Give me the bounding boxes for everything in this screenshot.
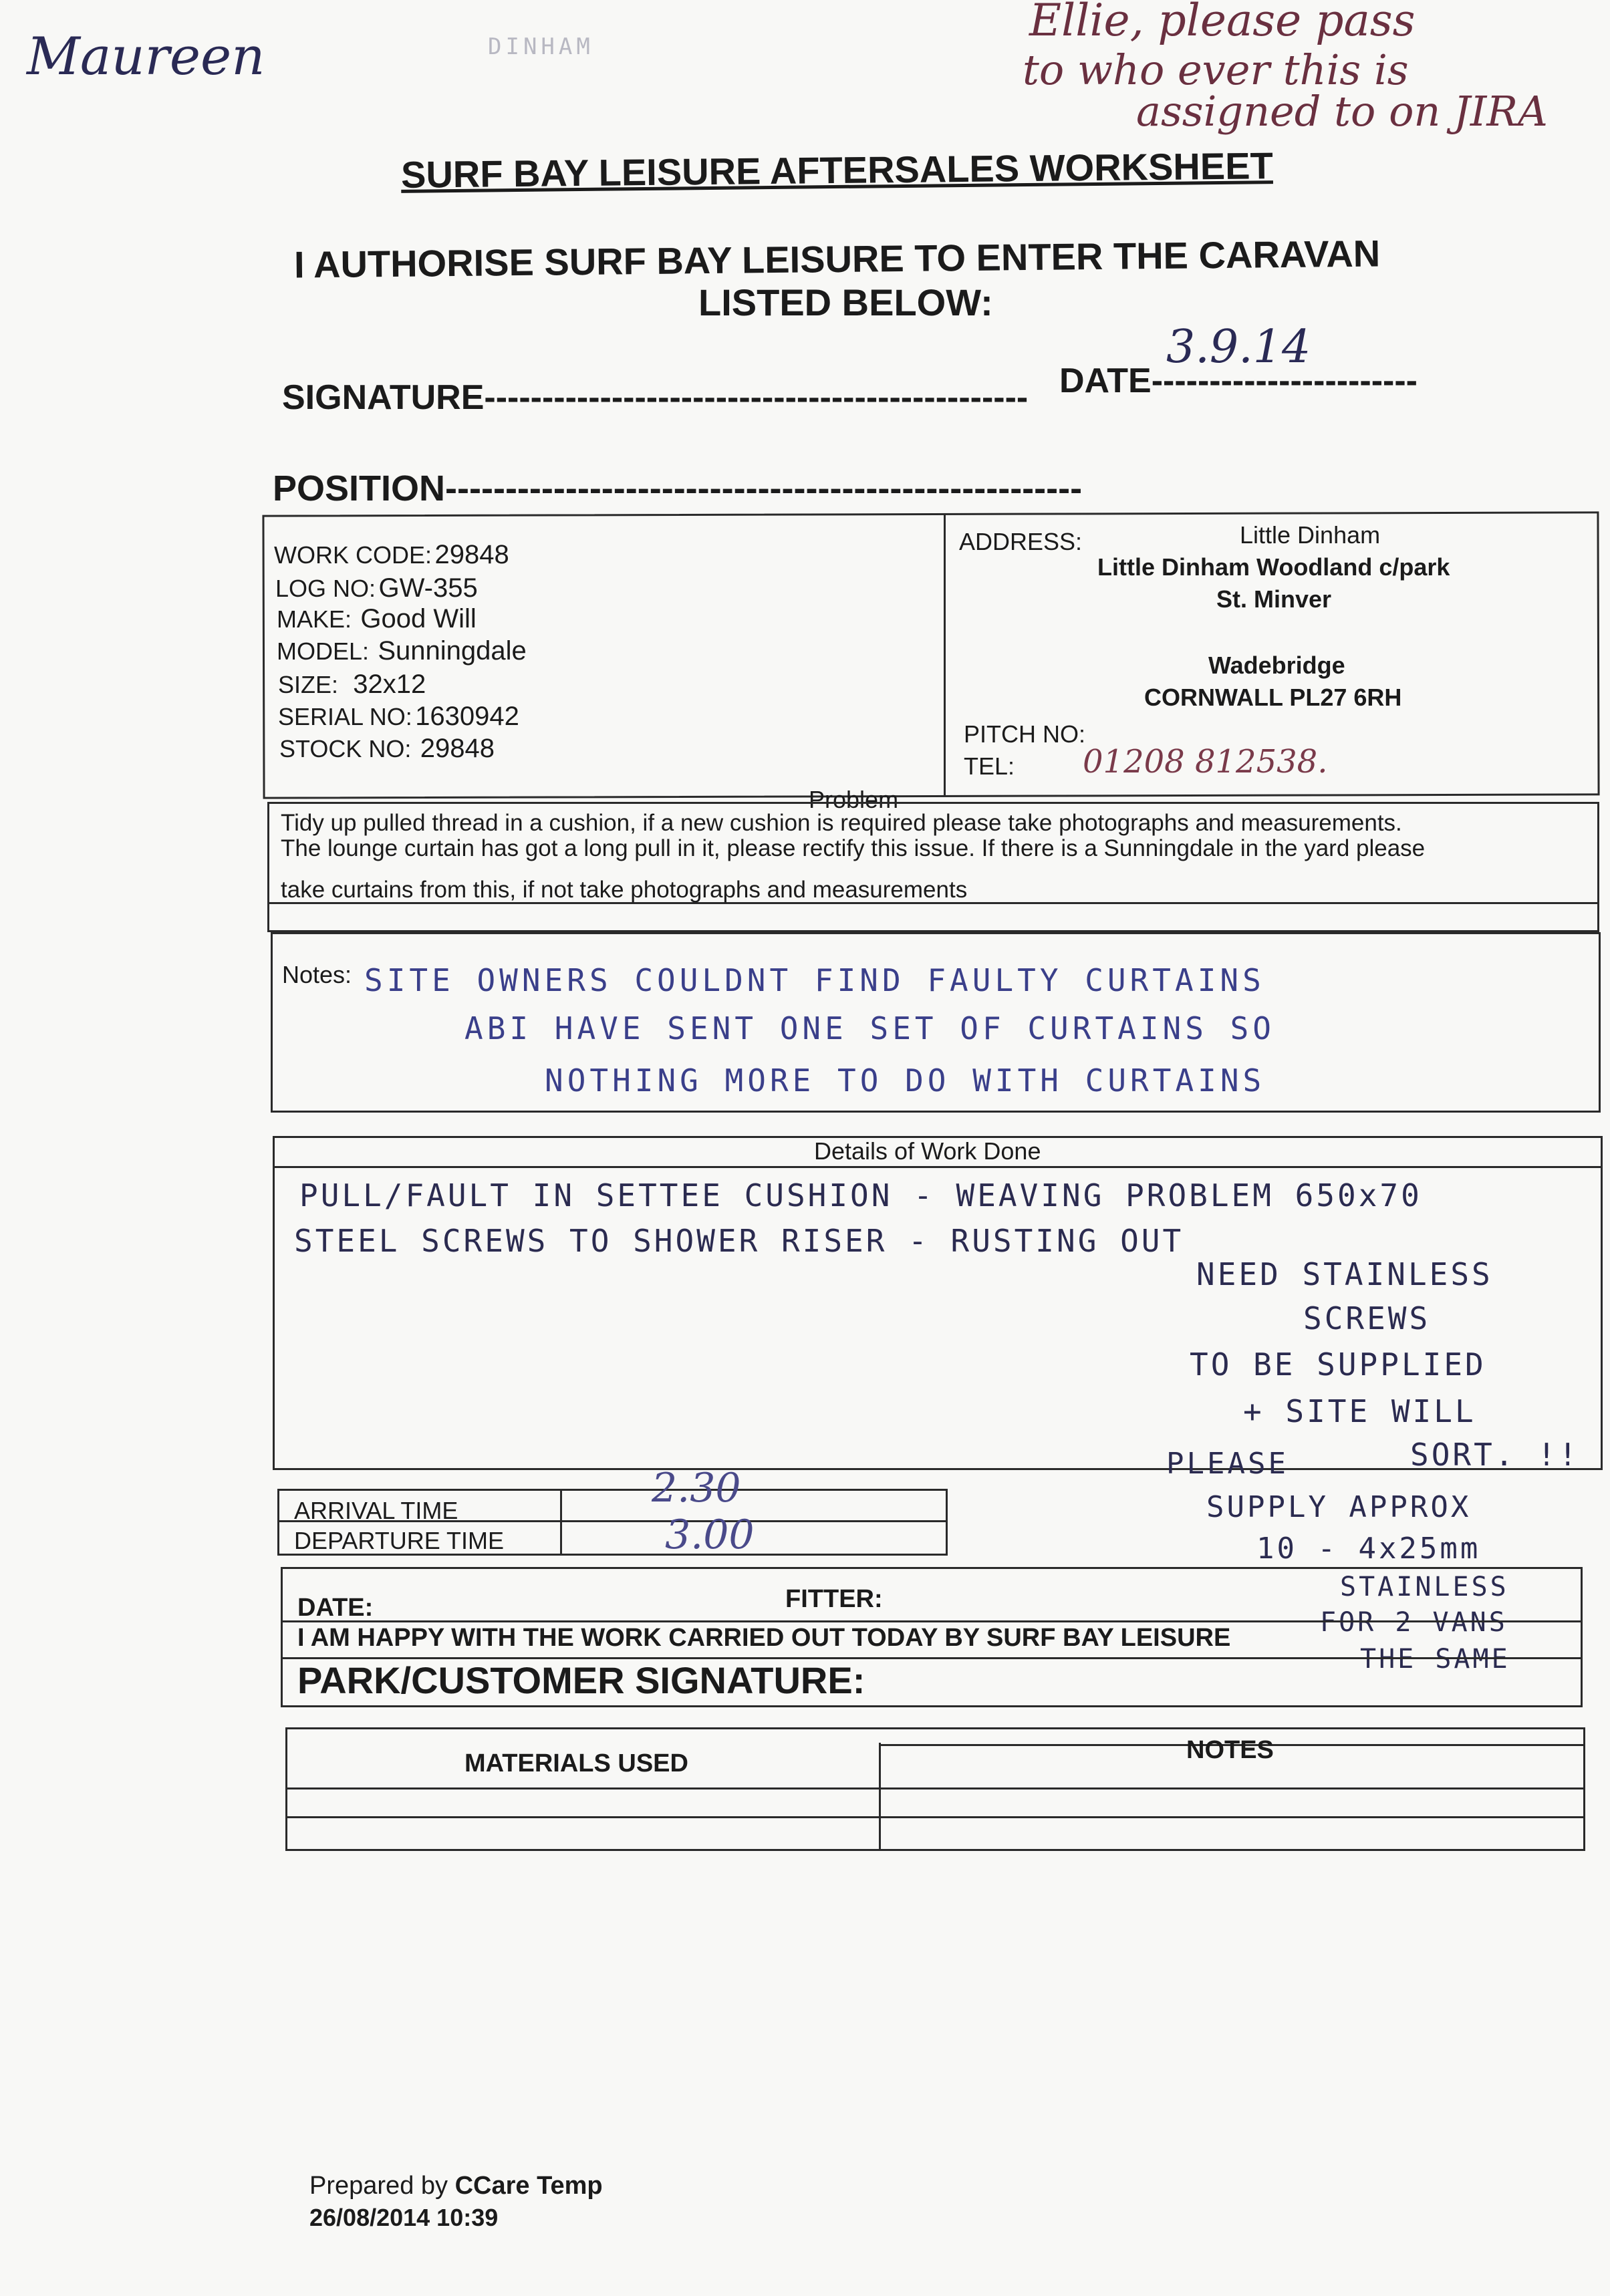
work-done-heading-divider (274, 1166, 1601, 1168)
faint-stamp-text: DINHAM (488, 33, 594, 60)
pitch-no-label: PITCH NO: (964, 720, 1086, 748)
problem-line-2: The lounge curtain has got a long pull in it, please rectify this issue. If there is a Sunningdale in the yard please (281, 835, 1426, 861)
prepared-timestamp: 26/08/2014 10:39 (309, 2204, 499, 2231)
work-done-line-12: FOR 2 VANS (1320, 1607, 1508, 1638)
work-done-line-1: PULL/FAULT IN SETTEE CUSHION - WEAVING PROBLEM 650x70 (299, 1177, 1422, 1213)
prepared-by: Prepared by CCare Temp (309, 2172, 603, 2200)
customer-signature-label: PARK/CUSTOMER SIGNATURE: (297, 1659, 865, 1701)
work-done-line-3: NEED STAINLESS (1196, 1256, 1493, 1292)
page-title: SURF BAY LEISURE AFTERSALES WORKSHEET (400, 144, 1274, 196)
materials-notes-header: NOTES (1186, 1736, 1274, 1764)
arrival-time-label: ARRIVAL TIME (294, 1497, 458, 1524)
tel-label: TEL: (964, 752, 1015, 780)
unit-address-divider (944, 515, 946, 795)
address-line-5: CORNWALL PL27 6RH (1144, 684, 1402, 711)
work-done-line-2: STEEL SCREWS TO SHOWER RISER - RUSTING OUT (294, 1223, 1184, 1259)
notes-label: Notes: (282, 961, 352, 988)
signoff-divider-1 (282, 1620, 1581, 1622)
work-done-line-8: PLEASE (1166, 1447, 1289, 1481)
handwritten-note-line-2: to who ever this is (1023, 45, 1409, 94)
signature-label: SIGNATURE----------------------------------------------- (282, 378, 1029, 417)
problem-heading: Problem (809, 786, 899, 813)
serial-no: 1630942 (415, 702, 519, 731)
authorise-line-2: LISTED BELOW: (698, 281, 993, 323)
make: Good Will (360, 604, 477, 633)
address-line-3: St. Minver (1216, 585, 1332, 613)
handwritten-note-line-3: assigned to on JIRA (1136, 87, 1548, 136)
materials-row-divider-1 (287, 1787, 1584, 1789)
work-done-line-9: SUPPLY APPROX (1206, 1490, 1472, 1524)
handwritten-note-line-1: Ellie, please pass (1029, 0, 1416, 46)
size: 32x12 (353, 670, 426, 699)
materials-used-header: MATERIALS USED (464, 1749, 688, 1777)
notes-handwriting-2: ABI HAVE SENT ONE SET OF CURTAINS SO (464, 1010, 1275, 1046)
work-done-line-11: STAINLESS (1340, 1572, 1509, 1602)
departure-time-label: DEPARTURE TIME (294, 1527, 505, 1554)
date-value: 3.9.14 (1166, 321, 1311, 374)
address-line-2: Little Dinham Woodland c/park (1097, 553, 1450, 581)
work-done-line-5: TO BE SUPPLIED (1190, 1346, 1486, 1383)
work-code: 29848 (434, 540, 509, 569)
authorise-line-1: I AUTHORISE SURF BAY LEISURE TO ENTER THE CARAVAN (293, 232, 1381, 286)
position-label: POSITION----------------------------------------------------- (273, 468, 1083, 509)
work-done-line-6: + SITE WILL (1243, 1393, 1476, 1429)
materials-col-divider (879, 1743, 881, 1850)
arrival-time-value: 2.30 (652, 1465, 741, 1512)
address-line-1: Little Dinham (1240, 521, 1381, 549)
unit-details: WORK CODE: 29848 LOG NO: GW-355 MAKE: Good Will MODEL: Sunningdale SIZE: 32x12 SERIAL NO: 1630942 STOCK NO: 29848 (274, 540, 527, 763)
times-col-divider (560, 1490, 562, 1554)
work-done-heading: Details of Work Done (814, 1137, 1041, 1165)
work-done-line-7: SORT. !! (1410, 1437, 1580, 1473)
model: Sunningdale (378, 636, 527, 666)
address-line-4: Wadebridge (1208, 652, 1345, 679)
address-label: ADDRESS: (959, 528, 1083, 555)
happy-statement: I AM HAPPY WITH THE WORK CARRIED OUT TODAY BY SURF BAY LEISURE (297, 1624, 1231, 1652)
prepared-by-name: CCare Temp (454, 2172, 603, 2200)
stock-no: 29848 (420, 734, 495, 763)
work-done-line-10: 10 - 4x25mm (1256, 1532, 1481, 1566)
notes-handwriting-3: NOTHING MORE TO DO WITH CURTAINS (545, 1062, 1266, 1099)
work-done-line-13: THE SAME (1360, 1644, 1510, 1675)
date-label: DATE----------------------- (1059, 362, 1418, 400)
handwritten-name: Maureen (27, 27, 265, 87)
materials-row-divider-2 (287, 1816, 1584, 1818)
signoff-fitter-label: FITTER: (785, 1585, 883, 1613)
log-no: GW-355 (378, 573, 478, 603)
departure-time-value: 3.00 (665, 1512, 755, 1558)
signoff-date-label: DATE: (297, 1594, 374, 1622)
notes-handwriting-1: SITE OWNERS COULDNT FIND FAULTY CURTAINS (364, 962, 1265, 998)
problem-line-3: take curtains from this, if not take photographs and measurements (281, 877, 968, 903)
work-done-line-4: SCREWS (1303, 1300, 1431, 1336)
problem-line-1: Tidy up pulled thread in a cushion, if a new cushion is required please take photographs and measurements. (281, 810, 1402, 836)
tel-value: 01208 812538. (1083, 743, 1328, 780)
